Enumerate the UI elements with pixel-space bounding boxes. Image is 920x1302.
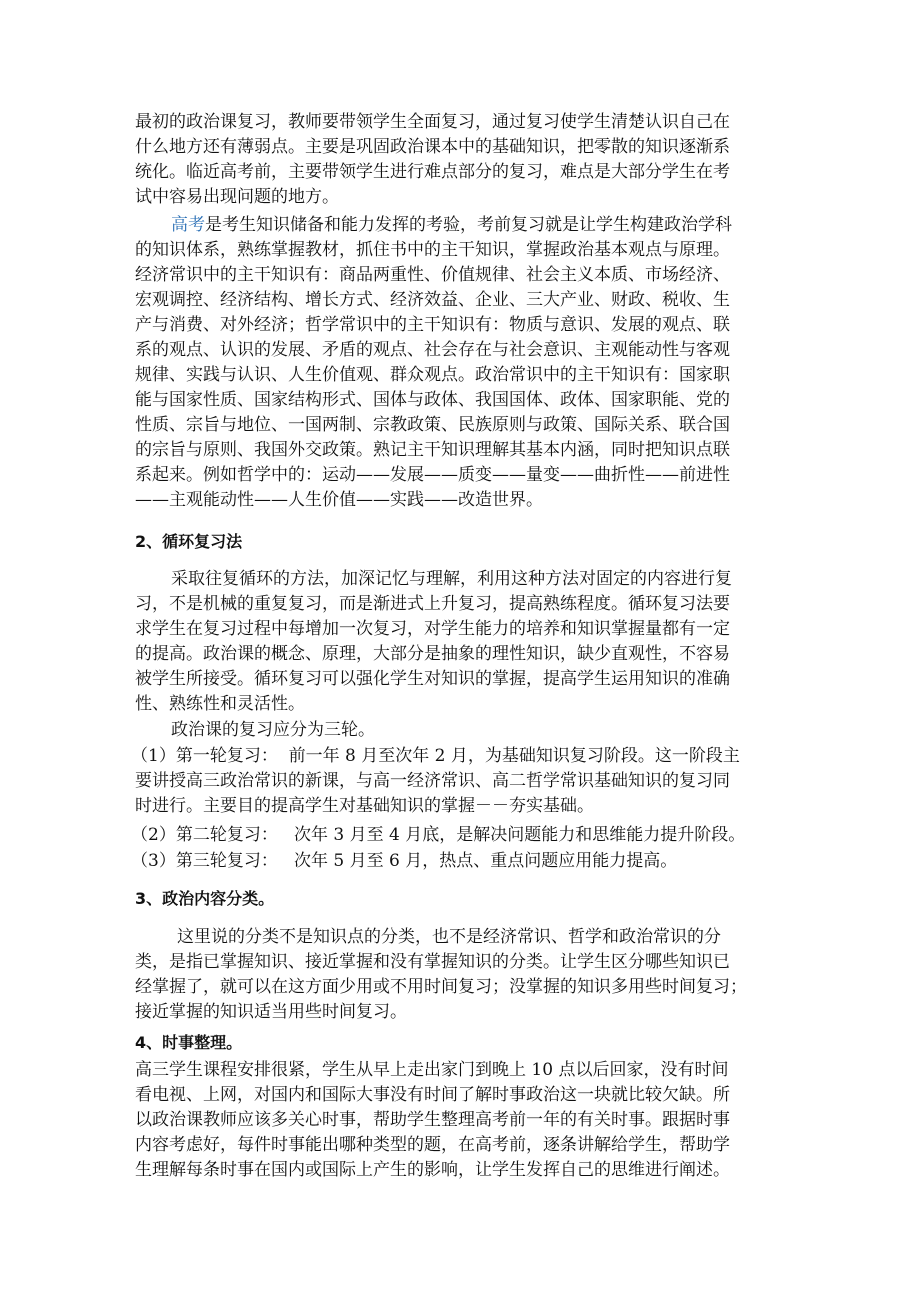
text-line: 时进行。主要目的提高学生对基础知识的掌握－－夯实基础。	[135, 796, 594, 816]
text-line: 生理解每条时事在国内或国际上产生的影响，让学生发挥自己的思维进行阐述。	[135, 1160, 730, 1180]
text-line: 被学生所接受。循环复习可以强化学生对知识的掌握，提高学生运用知识的准确	[135, 669, 730, 689]
text-line: 规律、实践与认识、人生价值观、群众观点。政治常识中的主干知识有：国家职	[135, 365, 730, 385]
text-line: 类，是指已掌握知识、接近掌握和没有掌握知识的分类。让学生区分哪些知识已	[135, 952, 730, 972]
text-line: 的宗旨与原则、我国外交政策。熟记主干知识理解其基本内涵，同时把知识点联	[135, 440, 730, 460]
text-line: 看电视、上网，对国内和国际大事没有时间了解时事政治这一块就比较欠缺。所	[135, 1085, 730, 1105]
text-line: 宏观调控、经济结构、增长方式、经济效益、企业、三大产业、财政、税收、生	[135, 290, 730, 310]
text-line: 什么地方还有薄弱点。主要是巩固政治课本中的基础知识，把零散的知识逐渐系	[135, 137, 730, 157]
text-line: 要讲授高三政治常识的新课，与高一经济常识、高二哲学常识基础知识的复习同	[135, 771, 730, 791]
text-line: 内容考虑好，每件时事能出哪种类型的题，在高考前，逐条讲解给学生，帮助学	[135, 1135, 730, 1155]
text-line: 习，不是机械的重复复习，而是渐进式上升复习，提高熟练程度。循环复习法要	[135, 594, 730, 614]
text-line: 这里说的分类不是知识点的分类，也不是经济常识、哲学和政治常识的分	[177, 927, 721, 947]
text-line: （2）第二轮复习： 次年 3 月至 4 月底，是解决问题能力和思维能力提升阶段。	[131, 825, 746, 845]
section-heading: 4、时事整理。	[135, 1033, 243, 1052]
text-span: 是考生知识储备和能力发挥的考验，考前复习就是让学生构建政治学科	[205, 215, 732, 235]
text-line: （1）第一轮复习： 前一年 8 月至次年 2 月，为基础知识复习阶段。这一阶段主	[131, 746, 740, 766]
text-line: 系起来。例如哲学中的：运动——发展——质变——量变——曲折性——前进性	[135, 465, 730, 485]
text-line: 性质、宗旨与地位、一国两制、宗教政策、民族原则与政策、国际关系、联合国	[135, 415, 730, 435]
text-line: 政治课的复习应分为三轮。	[171, 720, 375, 740]
section-heading: 2、循环复习法	[135, 532, 243, 551]
text-line: 统化。临近高考前，主要带领学生进行难点部分的复习，难点是大部分学生在考	[135, 162, 730, 182]
text-line: （3）第三轮复习： 次年 5 月至 6 月，热点、重点问题应用能力提高。	[131, 851, 678, 871]
text-line: 系的观点、认识的发展、矛盾的观点、社会存在与社会意识、主观能动性与客观	[135, 340, 730, 360]
text-line: 采取往复循环的方法，加深记忆与理解，利用这种方法对固定的内容进行复	[171, 569, 732, 589]
text-line	[171, 213, 732, 238]
gaokao-link[interactable]: 高考	[171, 215, 205, 235]
text-line: 性、熟练性和灵活性。	[135, 694, 305, 714]
text-line: 试中容易出现问题的地方。	[135, 187, 339, 207]
text-line: ——主观能动性——人生价值——实践——改造世界。	[135, 490, 543, 510]
text-line: 产与消费、对外经济；哲学常识中的主干知识有：物质与意识、发展的观点、联	[135, 315, 730, 335]
text-line: 能与国家性质、国家结构形式、国体与政体、我国国体、政体、国家职能、党的	[135, 390, 730, 410]
text-line: 最初的政治课复习，教师要带领学生全面复习，通过复习使学生清楚认识自己在	[135, 112, 730, 132]
text-line: 以政治课教师应该多关心时事，帮助学生整理高考前一年的有关时事。跟据时事	[135, 1110, 730, 1130]
text-line: 高三学生课程安排很紧，学生从早上走出家门到晚上 10 点以后回家，没有时间	[135, 1060, 729, 1080]
section-heading: 3、政治内容分类。	[135, 889, 275, 908]
text-line: 求学生在复习过程中每增加一次复习，对学生能力的培养和知识掌握量都有一定	[135, 619, 730, 639]
text-line: 经掌握了，就可以在这方面少用或不用时间复习；没掌握的知识多用些时间复习；	[135, 977, 747, 997]
text-line: 接近掌握的知识适当用些时间复习。	[135, 1002, 407, 1022]
text-line: 经济常识中的主干知识有：商品两重性、价值规律、社会主义本质、市场经济、	[135, 265, 730, 285]
text-line: 的知识体系，熟练掌握教材，抓住书中的主干知识，掌握政治基本观点与原理。	[135, 240, 730, 260]
text-line: 的提高。政治课的概念、原理，大部分是抽象的理性知识，缺少直观性，不容易	[135, 644, 730, 664]
